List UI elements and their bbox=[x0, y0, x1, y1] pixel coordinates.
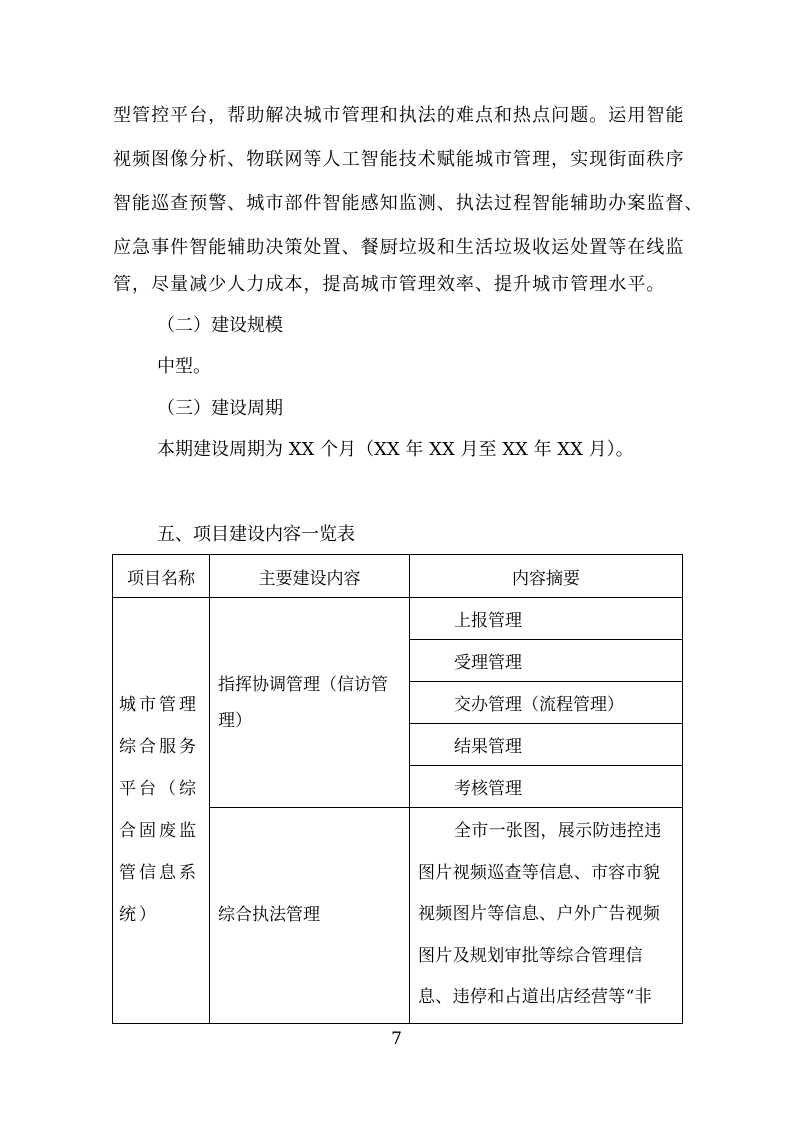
summary-cell: 上报管理 bbox=[410, 598, 683, 640]
summary-cell: 结果管理 bbox=[410, 724, 683, 766]
main-content-cell: 指挥协调管理（信访管理） bbox=[210, 598, 410, 808]
table-row bbox=[113, 598, 683, 640]
section-body-period: 本期建设周期为 XX 个月（XX 年 XX 月至 XX 年 XX 月）。 bbox=[157, 439, 634, 460]
main-content-cell: 综合执法管理 bbox=[210, 808, 410, 1024]
paragraph-line: 管，尽量减少人力成本，提高城市管理效率、提升城市管理水平。 bbox=[113, 274, 666, 295]
table-title: 五、项目建设内容一览表 bbox=[157, 524, 355, 545]
project-name-cell: 城市管理综合服务平台（综合固废监管信息系统） bbox=[113, 598, 210, 1024]
summary-cell-long: 全市一张图，展示防违控违图片视频巡查等信息、市容市貌视频图片等信息、户外广告视频图片及规划审批等综合管理信息、违停和占道出店经营等“非 bbox=[410, 808, 683, 1024]
section-body-scale: 中型。 bbox=[157, 356, 211, 377]
header-main-content: 主要建设内容 bbox=[210, 555, 410, 598]
section-heading-scale: （二）建设规模 bbox=[157, 315, 283, 336]
section-heading-period: （三）建设周期 bbox=[157, 398, 283, 419]
page-number: 7 bbox=[391, 1029, 402, 1049]
table-header-row bbox=[113, 555, 683, 598]
paragraph-line: 型管控平台，帮助解决城市管理和执法的难点和热点问题。运用智能 bbox=[113, 105, 685, 126]
header-project-name: 项目名称 bbox=[113, 555, 210, 598]
paragraph-line: 智能巡查预警、城市部件智能感知监测、执法过程智能辅助办案监督、 bbox=[113, 193, 704, 214]
paragraph-line: 视频图像分析、物联网等人工智能技术赋能城市管理，实现街面秩序 bbox=[113, 149, 685, 170]
header-summary: 内容摘要 bbox=[410, 555, 683, 598]
summary-cell: 受理管理 bbox=[410, 640, 683, 682]
construction-content-table bbox=[112, 554, 683, 1024]
paragraph-line: 应急事件智能辅助决策处置、餐厨垃圾和生活垃圾收运处置等在线监 bbox=[113, 237, 685, 258]
summary-cell: 交办管理（流程管理） bbox=[410, 682, 683, 724]
summary-cell: 考核管理 bbox=[410, 766, 683, 808]
